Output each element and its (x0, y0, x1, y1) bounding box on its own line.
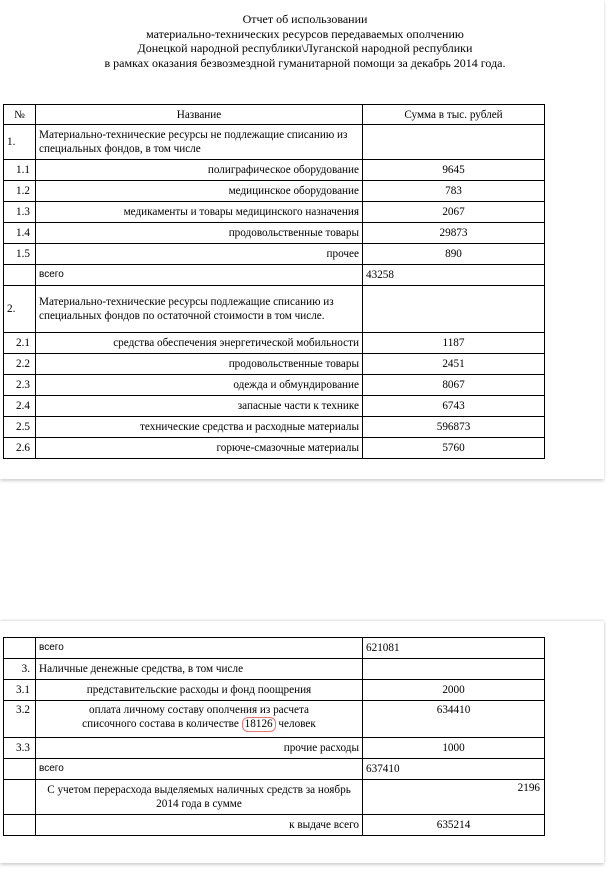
item-name-line-1: оплата личному составу ополчения из расчета (89, 704, 309, 716)
header-sum: Сумма в тыс. рублей (363, 105, 545, 125)
section-1-sum (363, 125, 545, 160)
total-num (4, 759, 36, 780)
table-row (4, 438, 545, 459)
payout-label: к выдаче всего (36, 815, 363, 836)
item-num: 2.1 (4, 333, 36, 354)
section-1-row (4, 125, 545, 160)
section-1-title: Материально-технические ресурсы не подлежащие списанию из специальных фондов, в том числе (36, 125, 363, 160)
total-label: всего (36, 759, 363, 780)
total-sum: 621081 (363, 638, 545, 659)
item-name: медикаменты и товары медицинского назначения (36, 202, 363, 223)
item-sum: 9645 (363, 160, 545, 181)
section-2-row (4, 286, 545, 333)
item-name: продовольственные товары (36, 354, 363, 375)
item-sum: 596873 (363, 417, 545, 438)
item-sum: 5760 (363, 438, 545, 459)
item-sum: 6743 (363, 396, 545, 417)
table-row (4, 202, 545, 223)
item-name: прочие расходы (36, 738, 363, 759)
section-3-sum (363, 659, 545, 680)
title-line-1: Отчет об использовании (242, 12, 368, 26)
item-sum: 890 (363, 244, 545, 265)
total-label: всего (36, 265, 363, 286)
item-num: 1.1 (4, 160, 36, 181)
item-sum: 1000 (363, 738, 545, 759)
item-name (36, 701, 363, 738)
item-num: 2.3 (4, 375, 36, 396)
header-name: Название (36, 105, 363, 125)
item-num: 1.4 (4, 223, 36, 244)
item-num: 3.3 (4, 738, 36, 759)
item-name: технические средства и расходные материалы (36, 417, 363, 438)
table-row (4, 417, 545, 438)
item-sum: 2000 (363, 680, 545, 701)
overspend-num (4, 780, 36, 815)
item-num: 3.1 (4, 680, 36, 701)
item-name: медицинское оборудование (36, 181, 363, 202)
table-row (4, 738, 545, 759)
item-name: продовольственные товары (36, 223, 363, 244)
payout-sum: 635214 (363, 815, 545, 836)
table-row (4, 333, 545, 354)
item-num: 2.4 (4, 396, 36, 417)
item-sum: 634410 (363, 701, 545, 738)
item-num: 2.6 (4, 438, 36, 459)
item-name-line-2-post: человек (275, 718, 316, 730)
table-row (4, 181, 545, 202)
header-num: № (4, 105, 36, 125)
item-name: средства обеспечения энергетической мобильности (36, 333, 363, 354)
item-sum: 8067 (363, 375, 545, 396)
payout-row (4, 815, 545, 836)
item-num: 1.5 (4, 244, 36, 265)
item-sum: 2067 (363, 202, 545, 223)
section-3-num: 3. (4, 659, 36, 680)
item-name: представительские расходы и фонд поощрения (36, 680, 363, 701)
section-2-sum (363, 286, 545, 333)
section-2-num: 2. (4, 286, 36, 333)
total-row (4, 759, 545, 780)
item-num: 2.5 (4, 417, 36, 438)
payout-num (4, 815, 36, 836)
section-1-num: 1. (4, 125, 36, 160)
table-row (4, 354, 545, 375)
table-row (4, 396, 545, 417)
item-num: 1.3 (4, 202, 36, 223)
total-num (4, 638, 36, 659)
table-row (4, 680, 545, 701)
item-num: 2.2 (4, 354, 36, 375)
title-line-3: Донецкой народной республики\Луганской народной республики (137, 41, 473, 55)
table-row (4, 244, 545, 265)
item-sum: 29873 (363, 223, 545, 244)
table-row (4, 375, 545, 396)
overspend-label: С учетом перерасхода выделяемых наличных средств за ноябрь 2014 года в сумме (36, 780, 363, 815)
table-header-row (4, 105, 545, 125)
total-label: всего (36, 638, 363, 659)
item-sum: 783 (363, 181, 545, 202)
total-num (4, 265, 36, 286)
item-sum: 1187 (363, 333, 545, 354)
overspend-row (4, 780, 545, 815)
highlighted-count: 18126 (242, 717, 276, 732)
item-name-line-2-pre: списочного состава в количестве (82, 718, 242, 730)
overspend-sum: 2196 (363, 780, 545, 815)
item-num: 3.2 (4, 701, 36, 738)
report-table-part-1 (3, 104, 545, 459)
section-3-title: Наличные денежные средства, в том числе (36, 659, 363, 680)
total-sum: 43258 (363, 265, 545, 286)
title-line-4: в рамках оказания безвозмездной гуманитарной помощи за декабрь 2014 года. (104, 55, 506, 70)
report-table-part-2 (3, 637, 545, 836)
table-row (4, 160, 545, 181)
total-row (4, 265, 545, 286)
total-sum: 637410 (363, 759, 545, 780)
item-sum: 2451 (363, 354, 545, 375)
section-2-title: Материально-технические ресурсы подлежащие списанию из специальных фондов по остаточной стоимости в том числе. (36, 286, 363, 333)
item-name: одежда и обмундирование (36, 375, 363, 396)
section-3-row (4, 659, 545, 680)
table-row (4, 701, 545, 738)
item-num: 1.2 (4, 181, 36, 202)
table-row (4, 223, 545, 244)
item-name: полиграфическое оборудование (36, 160, 363, 181)
item-name: запасные части к технике (36, 396, 363, 417)
title-line-2: материально-технических ресурсов передаваемых ополчению (146, 26, 464, 41)
total-row (4, 638, 545, 659)
item-name: прочее (36, 244, 363, 265)
report-title (0, 12, 610, 70)
item-name: горюче-смазочные материалы (36, 438, 363, 459)
